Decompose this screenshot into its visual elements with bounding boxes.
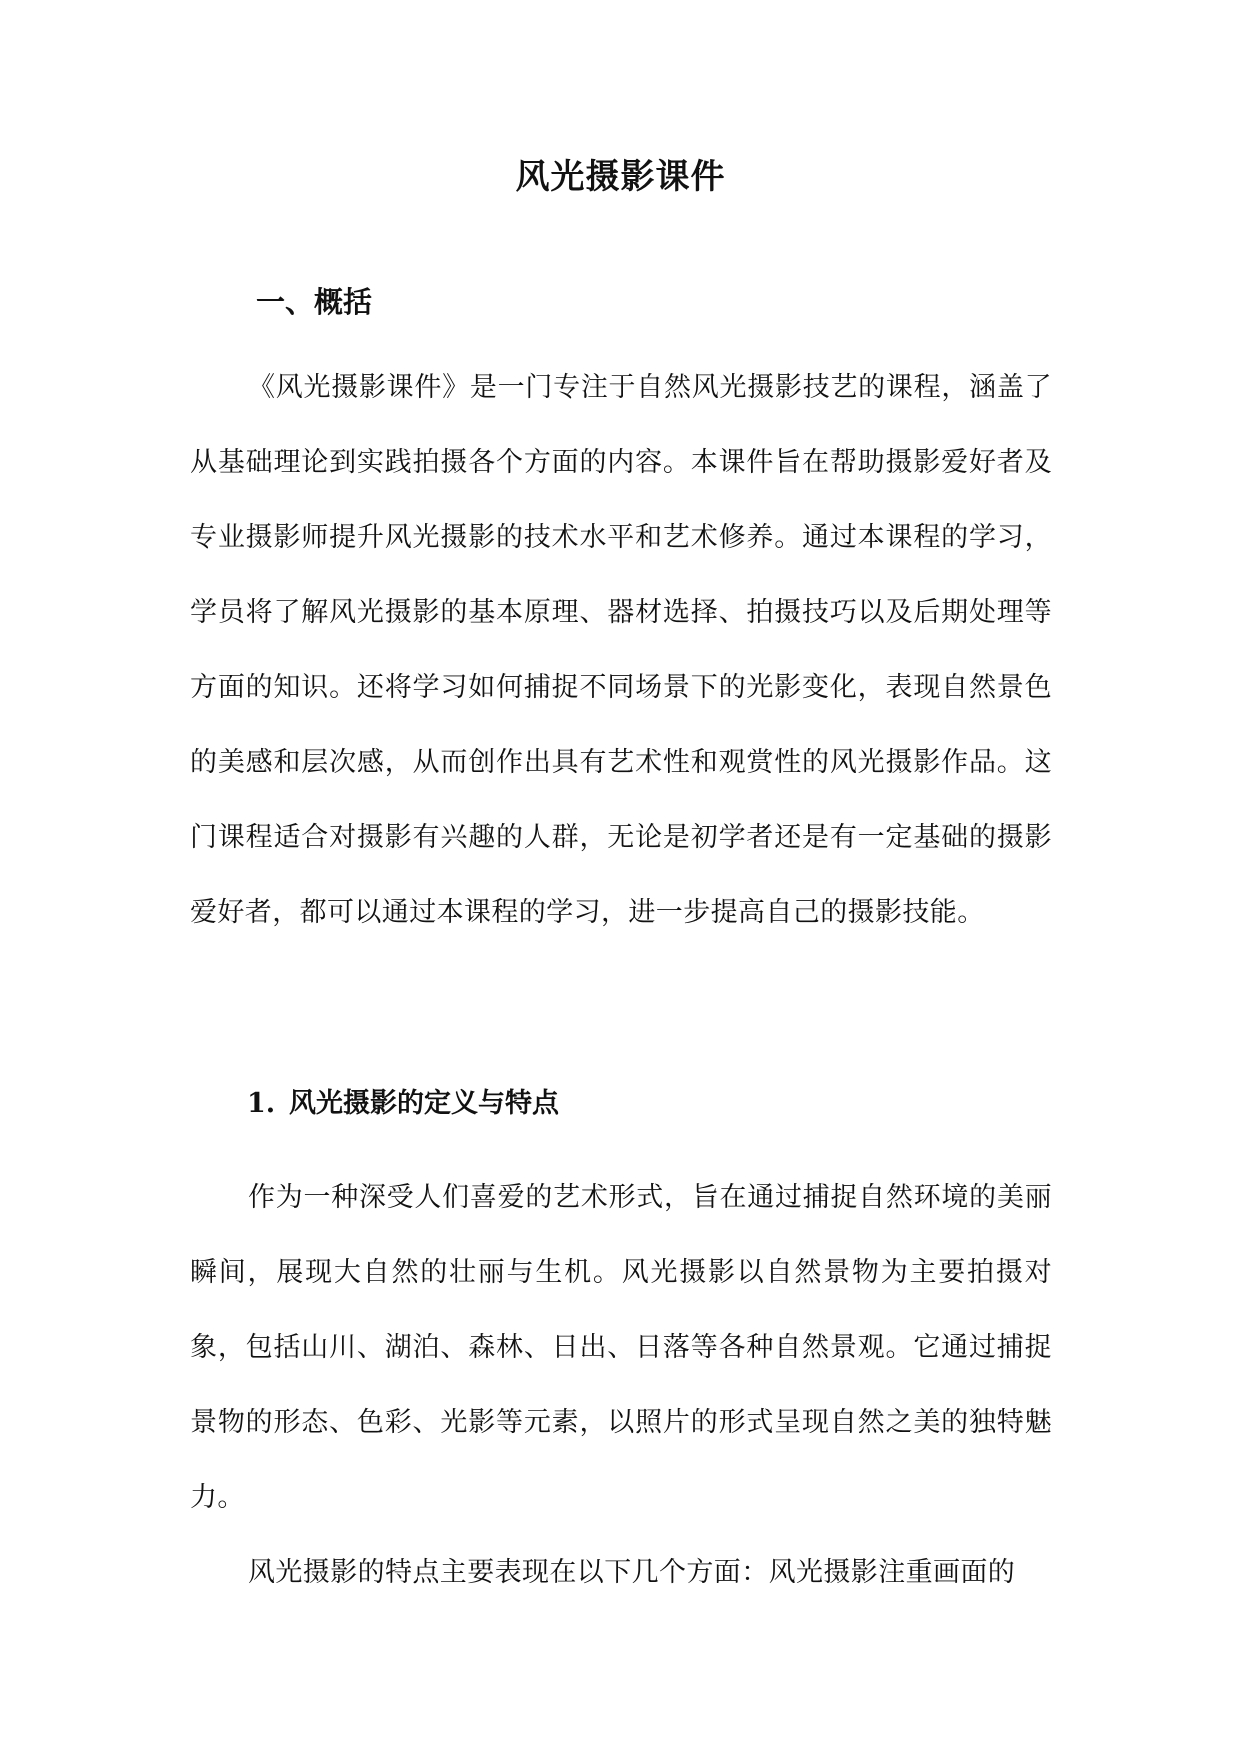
overview-paragraph: 《风光摄影课件》是一门专注于自然风光摄影技艺的课程，涵盖了从基础理论到实践拍摄各个方面的内容。本课件旨在帮助摄影爱好者及专业摄影师提升风光摄影的技术水平和艺术修养。通过本课程的学习，学员将了解风光摄影的基本原理、器材选择、拍摄技巧以及后期处理等方面的知识。还将学习如何捕捉不同场景下的光影变化，表现自然景色的美感和层次感，从而创作出具有艺术性和观赏性的风光摄影作品。这门课程适合对摄影有兴趣的人群，无论是初学者还是有一定基础的摄影爱好者，都可以通过本课程的学习，进一步提高自己的摄影技能。 — [190, 372, 1052, 928]
subsection-number: 1. — [247, 1088, 276, 1119]
document-title: 风光摄影课件 — [515, 157, 726, 197]
features-paragraph: 风光摄影的特点主要表现在以下几个方面：风光摄影注重画面的 — [248, 1557, 1016, 1588]
subsection-heading-definition — [247, 1082, 559, 1126]
definition-paragraph: 作为一种深受人们喜爱的艺术形式，旨在通过捕捉自然环境的美丽瞬间，展现大自然的壮丽与生机。风光摄影以自然景物为主要拍摄对象，包括山川、湖泊、森林、日出、日落等各种自然景观。它通过捕捉景物的形态、色彩、光影等元素，以照片的形式呈现自然之美的独特魅力。 — [190, 1182, 1052, 1513]
section-heading-overview: 一、概括 — [256, 285, 373, 319]
subsection-heading-text: 风光摄影的定义与特点 — [289, 1088, 559, 1119]
